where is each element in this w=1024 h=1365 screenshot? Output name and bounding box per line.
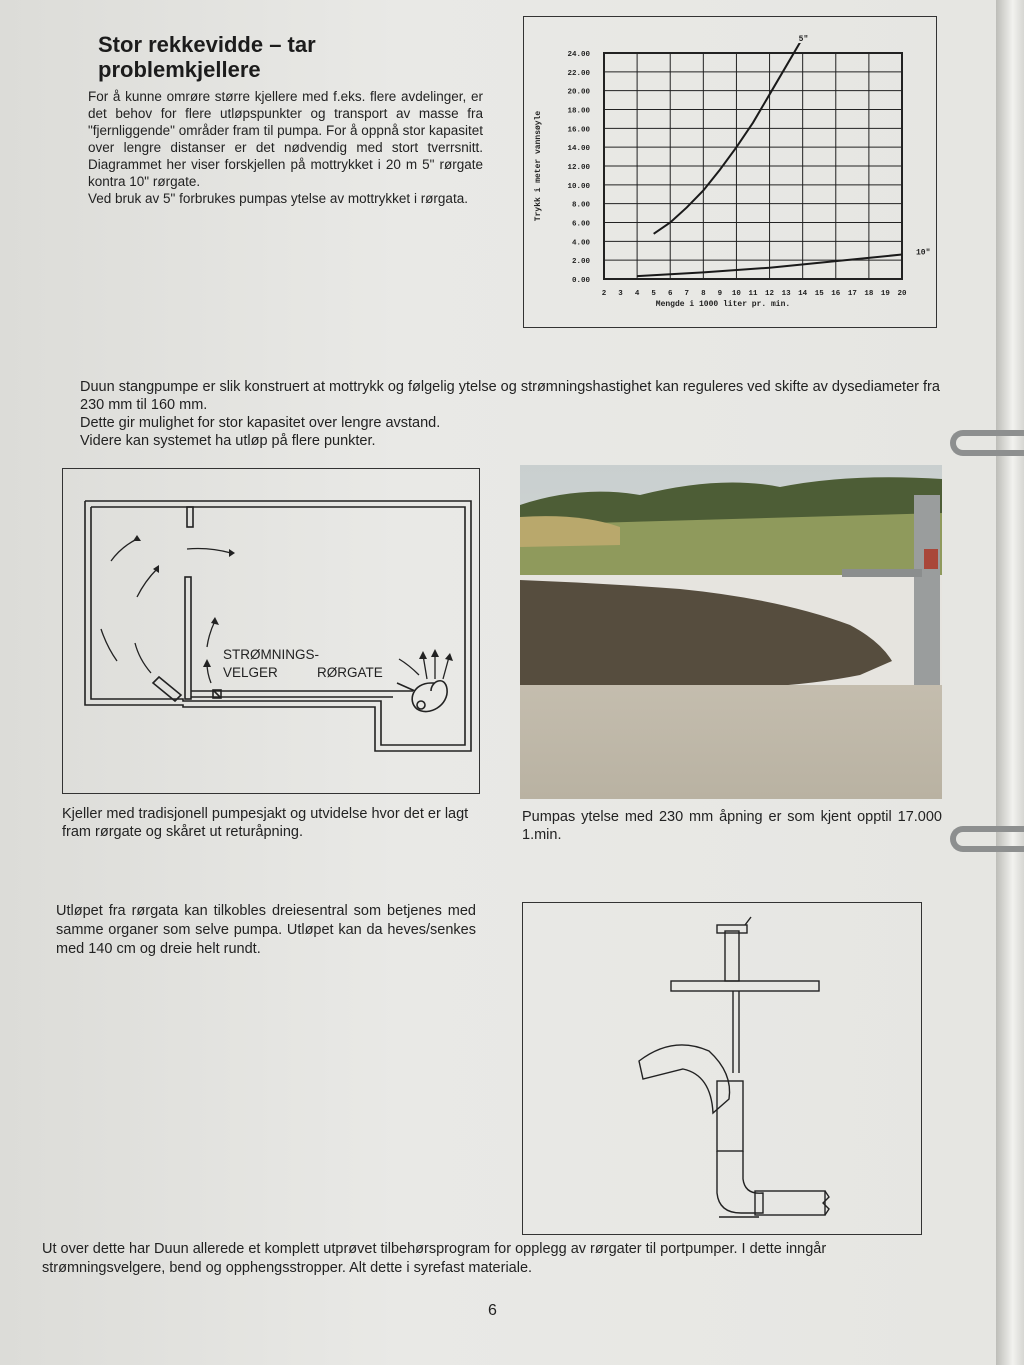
middle-text	[80, 378, 940, 450]
arrow-head	[445, 653, 453, 661]
x-tick-label: 18	[864, 290, 874, 298]
pump-hub	[417, 701, 425, 709]
intro-paragraph: For å kunne omrøre større kjellere med f.eks. flere avdelinger, er det behov for flere utløpspunkter og transport av masse fra "fjernliggende" områder fram til pumpa. For å oppnå stor kapasitet over lengre distanser er det nødvendig med stort tverrsnitt. Diagrammet her viser forskjellen på mottrykket i 20 m 5" rørgate kontra 10" rørgate.	[88, 89, 483, 189]
label-velger-line1: STRØMNINGS-	[223, 647, 319, 662]
middle-line-1: Duun stangpumpe er slik konstruert at mottrykk og følgelig ytelse og strømningshastighet kan reguleres ved skifte av dysediameter fra 230 mm til 160 mm.	[80, 379, 940, 413]
arrow-head	[203, 659, 211, 667]
control-column	[725, 931, 739, 981]
arrow-head	[431, 649, 439, 657]
photo-pump-motor	[924, 549, 938, 569]
binder-ring-lower	[950, 826, 1024, 852]
mounting-beam	[671, 981, 819, 991]
y-tick-label: 14.00	[567, 145, 590, 154]
y-tick-label: 16.00	[567, 126, 590, 135]
photo-slurry-surface	[520, 685, 942, 799]
y-axis-label: Trykk i meter vannsøyle	[534, 110, 543, 222]
y-tick-label: 20.00	[567, 88, 590, 97]
series-label: 10"	[916, 248, 931, 258]
pump-pipe	[397, 683, 415, 691]
series-line	[654, 38, 803, 234]
x-tick-label: 15	[814, 290, 824, 298]
page-stack-edge	[996, 0, 1024, 1365]
x-tick-label: 9	[717, 290, 723, 298]
x-tick-label: 19	[880, 290, 890, 298]
flow-arrow	[111, 539, 137, 561]
flow-arrow	[137, 569, 157, 597]
horizontal-pipe	[755, 1191, 825, 1215]
flow-arrow	[399, 659, 419, 675]
outlet-bend	[639, 1045, 730, 1113]
lower-elbow	[717, 1151, 763, 1213]
chart-x-ticks	[602, 290, 907, 298]
control-lever	[745, 917, 751, 925]
x-tick-label: 4	[634, 290, 640, 298]
pressure-chart-svg	[524, 17, 938, 329]
y-tick-label: 4.00	[571, 239, 590, 248]
x-tick-label: 6	[667, 290, 673, 298]
x-tick-label: 11	[748, 290, 758, 298]
control-head	[717, 925, 747, 933]
arrow-head	[229, 549, 235, 557]
x-tick-label: 17	[847, 290, 857, 298]
partition-wall	[185, 577, 191, 699]
pump-photo-svg	[520, 465, 942, 799]
y-tick-label: 18.00	[567, 107, 590, 116]
x-tick-label: 2	[601, 290, 607, 298]
binder-ring-upper	[950, 430, 1024, 456]
rotation-unit-text: Utløpet fra rørgata kan tilkobles dreiesentral som betjenes med samme organer som selve pumpa. Utløpet kan da heves/senkes med 140 cm og dreie helt rundt.	[56, 903, 476, 957]
page-number: 6	[488, 1302, 497, 1319]
y-tick-label: 12.00	[567, 164, 590, 172]
cellar-diagram-svg	[63, 469, 481, 795]
middle-line-3: Videre kan systemet ha utløp på flere punkter.	[80, 433, 376, 449]
y-tick-label: 0.00	[571, 277, 590, 285]
x-tick-label: 16	[831, 290, 841, 298]
x-tick-label: 8	[701, 290, 706, 298]
x-tick-label: 5	[651, 290, 656, 298]
footer-text: Ut over dette har Duun allerede et komplett utprøvet tilbehørsprogram for opplegg av rørgater til portpumper. I dette inngår strømningsvelgere, bend og opphengsstropper. Alt dette i syrefast materiale.	[42, 1241, 827, 1276]
middle-line-2: Dette gir mulighet for stor kapasitet over lengre avstand.	[80, 415, 441, 431]
y-tick-label: 6.00	[571, 220, 590, 229]
arrow-head	[419, 651, 427, 659]
y-tick-label: 22.00	[567, 69, 590, 78]
arrow-head	[133, 535, 141, 541]
x-tick-label: 3	[618, 290, 623, 298]
x-tick-label: 14	[798, 290, 808, 298]
label-velger-line2: VELGER	[223, 665, 278, 680]
flow-arrow	[187, 549, 231, 554]
pressure-chart	[523, 16, 937, 328]
photo-pump-arm	[842, 569, 922, 577]
pump-photo	[520, 465, 942, 799]
label-rorgate: RØRGATE	[317, 665, 383, 680]
x-tick-label: 7	[684, 290, 690, 298]
series-label: 5"	[798, 35, 809, 44]
chart-y-ticks	[567, 51, 590, 285]
y-tick-label: 10.00	[567, 182, 590, 191]
y-tick-label: 24.00	[567, 51, 590, 59]
cellar-outer-wall	[85, 501, 471, 751]
x-tick-label: 12	[765, 290, 775, 298]
pipe-break	[823, 1191, 829, 1215]
chart-series-group	[637, 35, 930, 276]
diagram-caption: Kjeller med tradisjonell pumpesjakt og utvidelse hvor det er lagt fram rørgate og skåret ut returåpning.	[62, 806, 469, 840]
rotation-unit-svg	[523, 903, 923, 1236]
x-tick-label: 10	[731, 290, 741, 298]
cellar-diagram	[62, 468, 480, 794]
flow-arrow	[443, 657, 449, 679]
x-axis-label: Mengde i 1000 liter pr. min.	[655, 300, 791, 309]
flow-arrow	[207, 621, 215, 647]
cellar-inner-wall	[91, 507, 465, 745]
photo-caption: Pumpas ytelse med 230 mm åpning er som kjent opptil 17.000 1.min.	[522, 809, 942, 843]
arrow-head	[211, 617, 219, 625]
x-tick-label: 20	[897, 290, 907, 298]
x-tick-label: 13	[781, 290, 791, 298]
page-title: Stor rekkevidde – tar problemkjellere	[98, 32, 316, 82]
intro-text	[88, 88, 483, 207]
return-opening	[153, 677, 181, 701]
y-tick-label: 8.00	[571, 201, 590, 210]
intro-paragraph-2: Ved bruk av 5" forbrukes pumpas ytelse av mottrykket i rørgata.	[88, 191, 468, 206]
rotation-unit-drawing	[522, 902, 922, 1235]
y-tick-label: 2.00	[571, 258, 590, 267]
flow-arrow	[135, 643, 151, 673]
chart-grid	[604, 53, 902, 279]
top-stub-wall	[187, 507, 193, 527]
photo-pump-frame	[914, 495, 940, 685]
flow-arrow	[101, 629, 117, 661]
